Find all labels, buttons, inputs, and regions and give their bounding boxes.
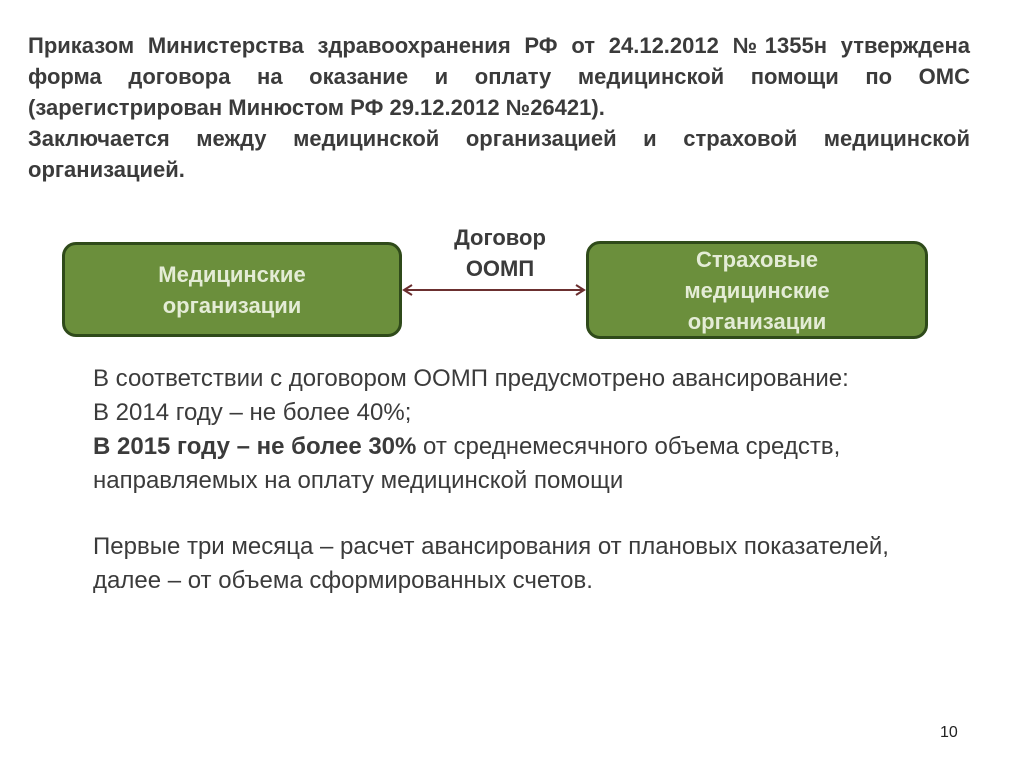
body-text bbox=[93, 362, 953, 598]
page-number: 10 bbox=[940, 724, 958, 741]
advance-paragraph: В соответствии с договором ООМП предусмотрено авансирование: bbox=[93, 365, 849, 392]
header-paragraph-order: Приказом Министерства здравоохранения РФ от 24.12.2012 №1355н утверждена форма договора на оказание и оплату медицинской помощи по ОМС (зарегистрирован Минюстом РФ 29.12.2012 №26421). bbox=[28, 33, 970, 120]
advance-2015 bbox=[93, 430, 953, 498]
medical-organizations-box bbox=[62, 242, 402, 337]
advance-2014: В 2014 году – не более 40%; bbox=[93, 399, 412, 426]
contract-label bbox=[430, 222, 570, 284]
advance-2015-rest: от среднемесячного объема средств, направляемых на оплату медицинской помощи bbox=[93, 433, 841, 494]
slide-header bbox=[28, 30, 970, 185]
first-months-paragraph: Первые три месяца – расчет авансирования от плановых показателей, далее – от объема сформированных счетов. bbox=[93, 533, 889, 594]
double-arrow-icon bbox=[400, 280, 588, 300]
header-paragraph-parties: Заключается между медицинской организацией и страховой медицинской организацией. bbox=[28, 126, 970, 182]
insurance-organizations-label: Страховые медицинские организации bbox=[684, 246, 830, 334]
contract-label-line2: ООМП bbox=[465, 256, 535, 281]
advance-2015-bold: В 2015 году – не более 30% bbox=[93, 433, 417, 460]
medical-organizations-label: Медицинские организации bbox=[158, 261, 306, 318]
insurance-organizations-box bbox=[586, 241, 928, 339]
contract-label-line1: Договор bbox=[454, 225, 546, 250]
